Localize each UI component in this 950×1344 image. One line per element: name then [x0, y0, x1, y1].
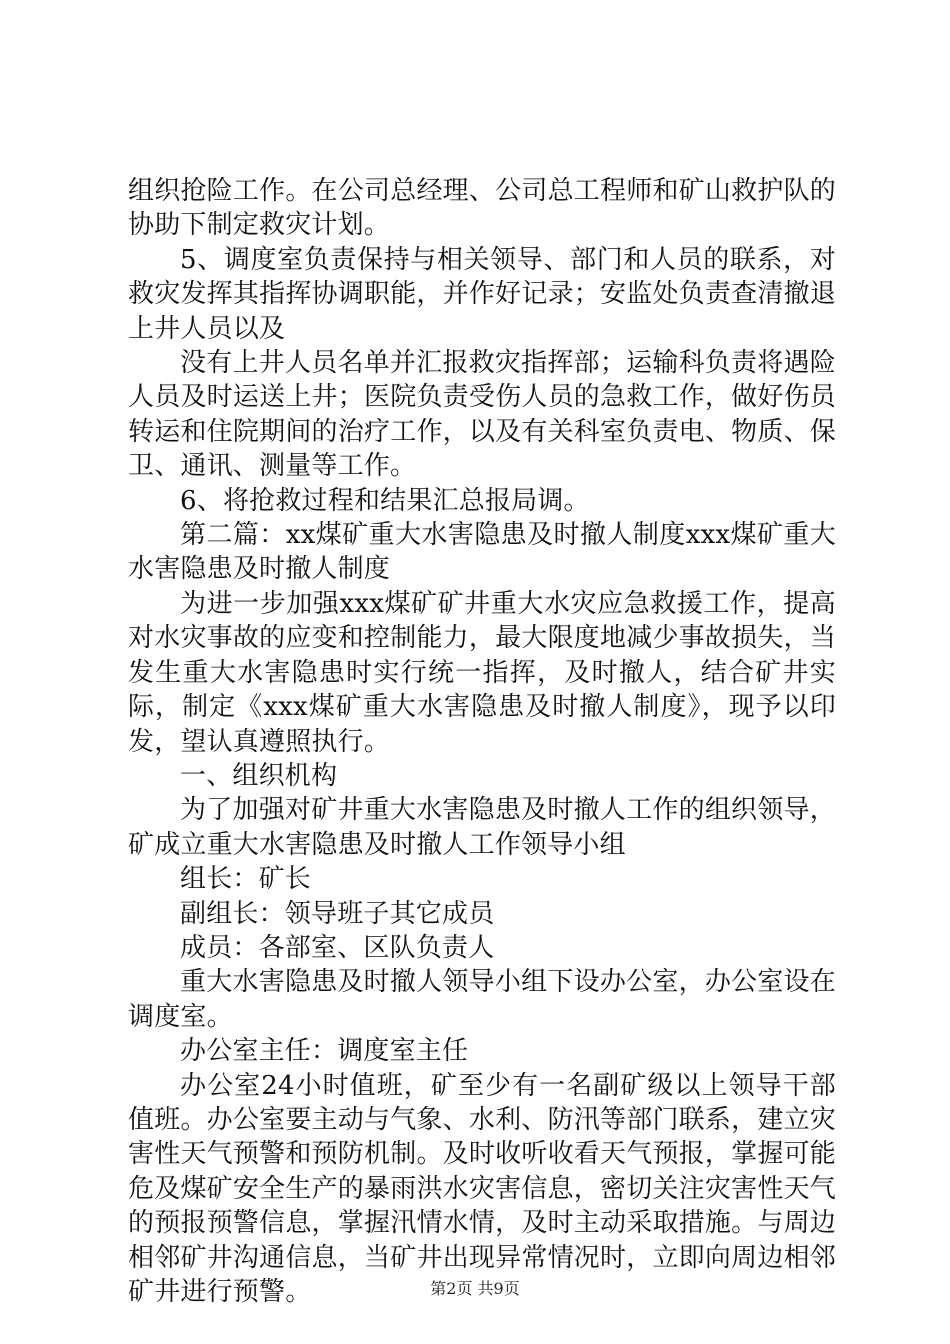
- paragraph: 6、将抢救过程和结果汇总报局调。: [180, 485, 590, 516]
- page-number-footer: 第2页 共9页: [430, 1279, 520, 1298]
- paragraph: 重大水害隐患及时撤人领导小组下设办公室，办公室设在调度室。: [128, 967, 836, 1032]
- paragraph: 组长：矿长: [180, 864, 312, 895]
- paragraph: 5、调度室负责保持与相关领导、部门和人员的联系，对救灾发挥其指挥协调职能，并作好记录；安监处负责查清撤退上井人员以及: [128, 244, 836, 344]
- subsection-heading: 一、组织机构: [180, 760, 338, 791]
- paragraph: 为进一步加强xxx煤矿矿井重大水灾应急救援工作，提高对水灾事故的应变和控制能力，最大限度地减少事故损失，当发生重大水害隐患时实行统一指挥，及时撤人，结合矿井实际，制定《xxx煤矿重大水害隐患及时撤人制度》，现予以印发，望认真遵照执行。: [128, 588, 836, 757]
- paragraph: 副组长：领导班子其它成员: [180, 898, 495, 929]
- paragraph: 办公室主任：调度室主任: [180, 1036, 469, 1067]
- paragraph: 组织抢险工作。在公司总经理、公司总工程师和矿山救护队的协助下制定救灾计划。: [128, 176, 836, 241]
- document-body: [128, 174, 836, 1309]
- paragraph: 办公室24小时值班，矿至少有一名副矿级以上领导干部值班。办公室要主动与气象、水利、防汛等部门联系，建立灾害性天气预警和预防机制。及时收听收看天气预报，掌握可能危及煤矿安全生产的暴雨洪水灾害信息，密切关注灾害性天气的预报预警信息，掌握汛情水情，及时主动采取措施。与周边相邻矿井沟通信息，当矿井出现异常情况时，立即向周边相邻矿井进行预警。: [128, 1070, 836, 1307]
- paragraph: 成员：各部室、区队负责人: [180, 932, 495, 963]
- paragraph: 没有上井人员名单并汇报救灾指挥部；运输科负责将遇险人员及时运送上井；医院负责受伤人员的急救工作，做好伤员转运和住院期间的治疗工作，以及有关科室负责电、物质、保卫、通讯、测量等工作。: [128, 348, 836, 482]
- paragraph: 为了加强对矿井重大水害隐患及时撤人工作的组织领导，矿成立重大水害隐患及时撤人工作领导小组: [128, 795, 836, 860]
- section-heading: 第二篇：xx煤矿重大水害隐患及时撤人制度xxx煤矿重大水害隐患及时撤人制度: [128, 520, 836, 585]
